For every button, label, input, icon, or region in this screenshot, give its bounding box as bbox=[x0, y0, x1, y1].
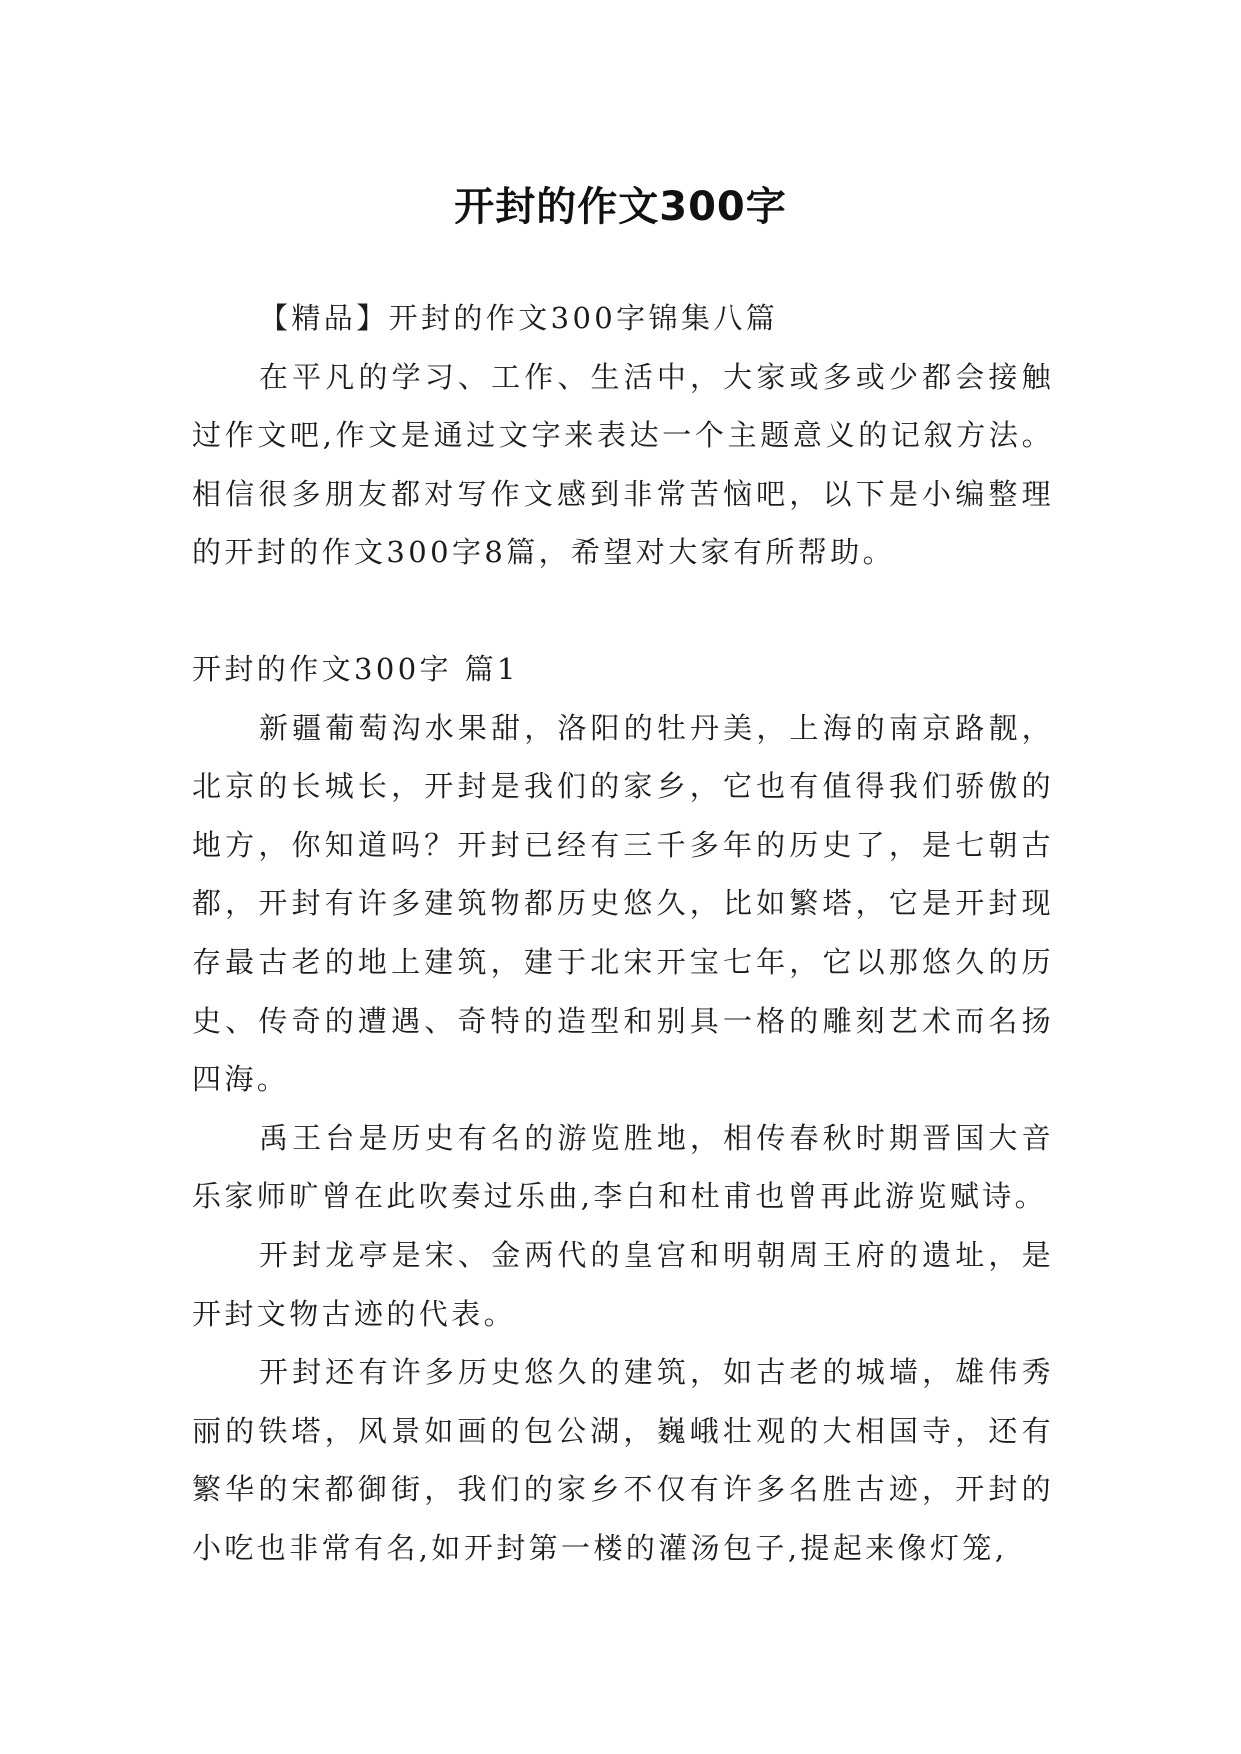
document-subtitle: 【精品】开封的作文300字锦集八篇 bbox=[259, 301, 779, 335]
document-title: 开封的作文300字 bbox=[454, 183, 787, 230]
section-heading: 开封的作文300字 篇1 bbox=[192, 651, 519, 686]
intro-paragraph: 在平凡的学习、工作、生活中，大家或多或少都会接触过作文吧,作文是通过文字来表达一个主题意义的记叙方法。相信很多朋友都对写作文感到非常苦恼吧，以下是小编整理的开封的作文300字8篇，希望对大家有所帮助。 bbox=[192, 359, 1054, 570]
document-body bbox=[192, 289, 1054, 1577]
body-paragraph: 新疆葡萄沟水果甜，洛阳的牡丹美，上海的南京路靓，北京的长城长，开封是我们的家乡，它也有值得我们骄傲的地方，你知道吗？开封已经有三千多年的历史了，是七朝古都，开封有许多建筑物都历史悠久，比如繁塔，它是开封现存最古老的地上建筑，建于北宋开宝七年，它以那悠久的历史、传奇的遭遇、奇特的造型和别具一格的雕刻艺术而名扬四海。 bbox=[192, 710, 1054, 1097]
body-paragraph: 禹王台是历史有名的游览胜地，相传春秋时期晋国大音乐家师旷曾在此吹奏过乐曲,李白和杜甫也曾再此游览赋诗。 bbox=[192, 1120, 1054, 1214]
body-paragraph: 开封还有许多历史悠久的建筑，如古老的城墙，雄伟秀丽的铁塔，风景如画的包公湖，巍峨壮观的大相国寺，还有繁华的宋都御街，我们的家乡不仅有许多名胜古迹，开封的小吃也非常有名,如开封第一楼的灌汤包子,提起来像灯笼, bbox=[192, 1355, 1054, 1565]
body-paragraph: 开封龙亭是宋、金两代的皇宫和明朝周王府的遗址，是开封文物古迹的代表。 bbox=[192, 1237, 1054, 1331]
